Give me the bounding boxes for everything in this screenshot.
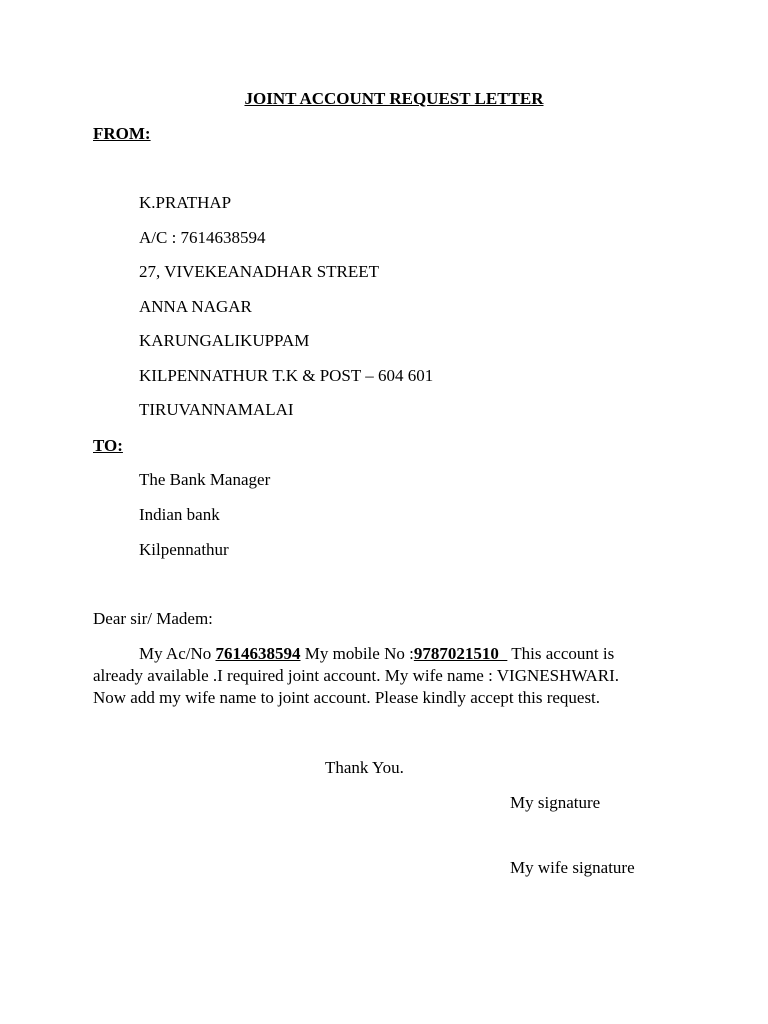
body-line-1 <box>93 643 693 665</box>
to-heading: TO: <box>93 436 123 455</box>
body-line-2: already available .I required joint account. My wife name : VIGNESHWARI. <box>93 666 620 685</box>
ac-prefix: My Ac/No <box>139 644 216 663</box>
sender-name: K.PRATHAP <box>139 193 232 212</box>
from-heading: FROM: <box>93 124 151 143</box>
mobile-number: 9787021510 <box>413 644 508 663</box>
closing: Thank You. <box>325 758 404 777</box>
recipient-title: The Bank Manager <box>139 470 271 489</box>
wife-signature-label: My wife signature <box>510 858 635 877</box>
salutation: Dear sir/ Madem: <box>93 609 213 628</box>
account-number: 7614638594 <box>215 644 301 663</box>
my-signature-label: My signature <box>510 793 601 812</box>
body-line-3: Now add my wife name to joint account. Please kindly accept this request. <box>93 688 601 707</box>
recipient-bank: Indian bank <box>139 505 220 524</box>
letter-body <box>93 643 693 709</box>
sender-account: A/C : 7614638594 <box>139 228 266 247</box>
sender-address-area: ANNA NAGAR <box>139 297 252 316</box>
mobile-prefix: My mobile No : <box>300 644 414 663</box>
letter-title: JOINT ACCOUNT REQUEST LETTER <box>244 89 544 108</box>
sender-address-post: KILPENNATHUR T.K & POST – 604 601 <box>139 366 434 385</box>
sender-address-village: KARUNGALIKUPPAM <box>139 331 310 350</box>
recipient-branch: Kilpennathur <box>139 540 229 559</box>
sender-address-street: 27, VIVEKEANADHAR STREET <box>139 262 380 281</box>
sender-address-district: TIRUVANNAMALAI <box>139 400 294 419</box>
body-line-1-suffix: This account is <box>507 644 615 663</box>
